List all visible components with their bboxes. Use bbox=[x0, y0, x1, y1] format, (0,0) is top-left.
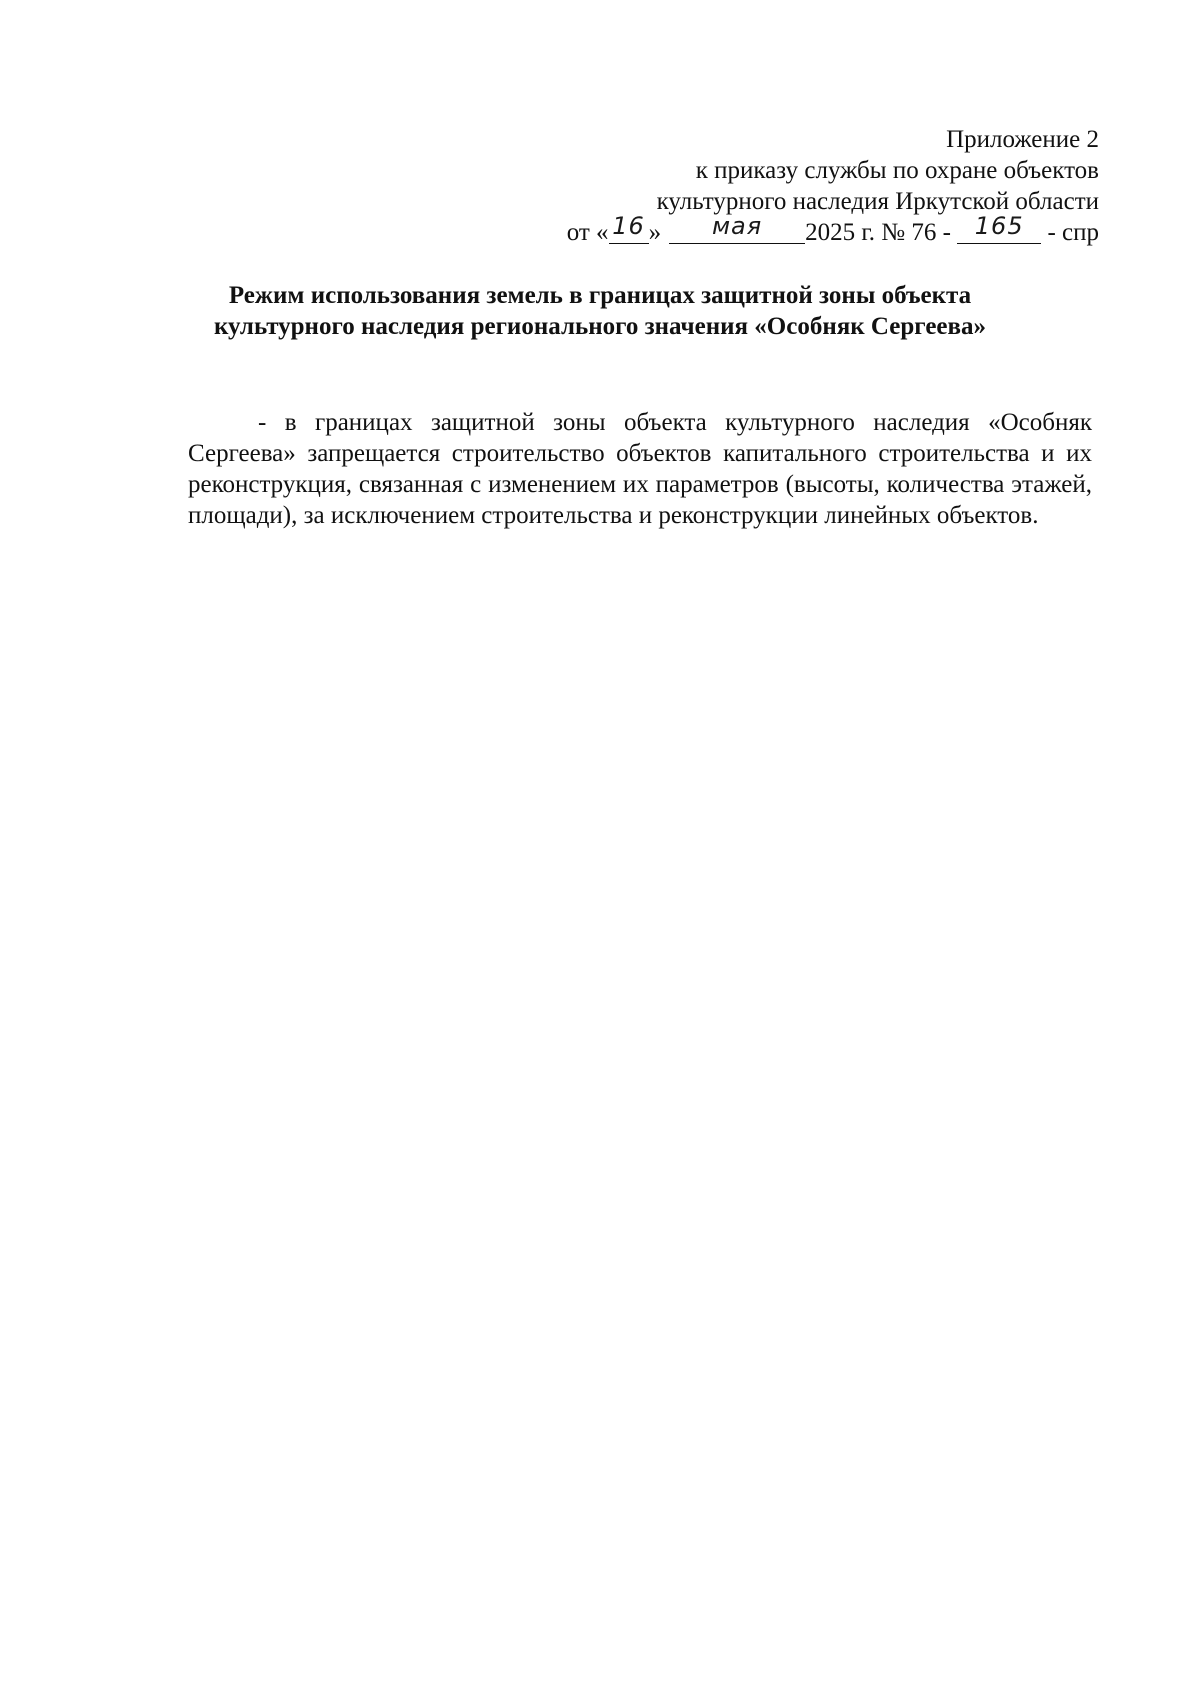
date-year-number: 2025 г. № 76 - bbox=[805, 219, 951, 246]
handwritten-month: мая bbox=[711, 212, 763, 240]
handwritten-number: 165 bbox=[974, 212, 1024, 240]
appendix-order-ref: к приказу службы по охране объектов bbox=[695, 157, 1099, 184]
number-suffix: - спр bbox=[1047, 219, 1099, 246]
date-day-close: » bbox=[648, 219, 662, 246]
title-line-2: культурного наследия регионального значения «Особняк Сергеева» bbox=[213, 313, 987, 340]
document-title bbox=[180, 280, 1020, 342]
day-blank bbox=[609, 212, 649, 244]
appendix-number: Приложение 2 bbox=[946, 126, 1099, 153]
month-blank bbox=[669, 212, 805, 244]
title-line-1: Режим использования земель в границах защитной зоны объекта bbox=[228, 282, 972, 309]
handwritten-day: 16 bbox=[612, 212, 645, 240]
appendix-header bbox=[479, 124, 1099, 248]
order-date-line bbox=[479, 212, 1099, 248]
regulation-paragraph: - в границах защитной зоны объекта культурного наследия «Особняк Сергеева» запрещается строительство объектов капитального строительства и их реконструкция, связанная с изменением их параметров (высоты, количества этажей, площади), за исключением строительства и реконструкции линейных объектов. bbox=[188, 409, 1092, 529]
appendix-authority: культурного наследия Иркутской области bbox=[656, 188, 1099, 215]
number-blank bbox=[957, 212, 1041, 244]
date-prefix: от « bbox=[566, 219, 609, 246]
